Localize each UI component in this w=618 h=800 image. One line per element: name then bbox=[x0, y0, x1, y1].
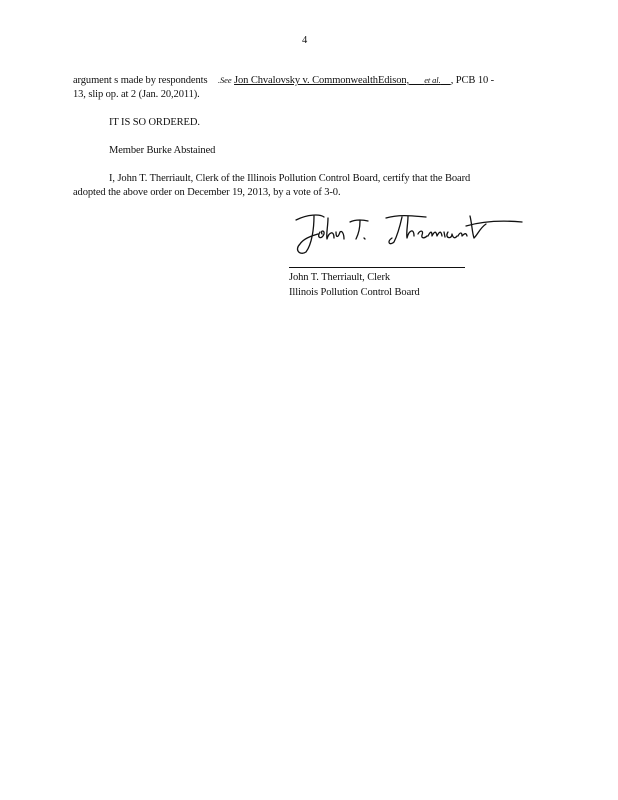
signature-line bbox=[289, 267, 465, 268]
paragraph-line-1 bbox=[73, 74, 494, 87]
page-number: 4 bbox=[302, 35, 308, 46]
see-signal: .See bbox=[217, 75, 232, 85]
certification-line-1: I, John T. Therriault, Clerk of the Illinois Pollution Control Board, certify that the Board bbox=[109, 173, 471, 184]
member-abstained-note: Member Burke Abstained bbox=[109, 145, 216, 156]
pcb-number: , PCB 10 - bbox=[450, 75, 495, 86]
signer-organization: Illinois Pollution Control Board bbox=[289, 287, 420, 298]
certification-line-2: adopted the above order on December 19, 2013, by a vote of 3-0. bbox=[73, 187, 341, 198]
case-citation bbox=[234, 75, 451, 86]
case-name: Jon Chvalovsky v. CommonwealthEdison, bbox=[234, 75, 410, 86]
et-al: et al. bbox=[424, 75, 441, 85]
paragraph-text-start: argument s made by respondents bbox=[73, 75, 208, 86]
signer-name-title: John T. Therriault, Clerk bbox=[289, 272, 391, 283]
paragraph-line-2: 13, slip op. at 2 (Jan. 20,2011). bbox=[73, 89, 200, 100]
handwritten-signature bbox=[290, 208, 530, 260]
order-statement: IT IS SO ORDERED. bbox=[109, 117, 200, 128]
